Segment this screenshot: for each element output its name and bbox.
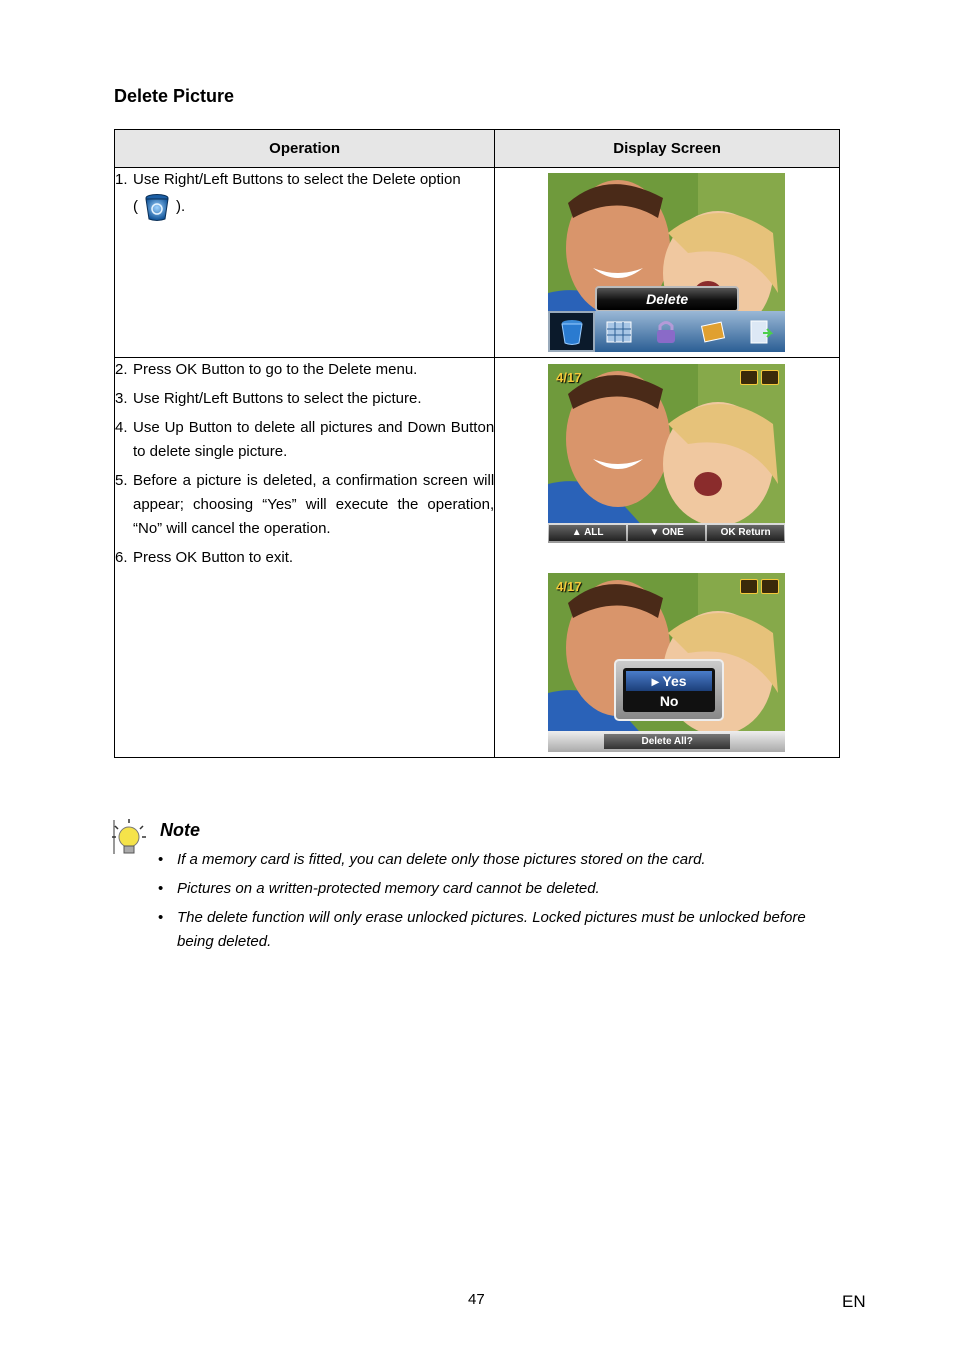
note-text: Pictures on a written-protected memory card cannot be deleted. — [177, 880, 600, 897]
playback-icon — [761, 579, 779, 594]
camera-icon — [740, 370, 758, 385]
lock-icon[interactable] — [642, 311, 689, 352]
thumbnail-grid-icon[interactable] — [595, 311, 642, 352]
bullet: • — [158, 880, 164, 897]
display-cell — [495, 168, 840, 358]
list-item — [158, 848, 842, 872]
operation-table — [114, 129, 840, 758]
step-number: 4. — [115, 419, 128, 436]
trash-bin-icon — [142, 192, 172, 222]
step-number: 1. — [115, 171, 128, 188]
step-item — [115, 469, 494, 541]
note-text: If a memory card is fitted, you can delete only those pictures stored on the card. — [177, 851, 706, 868]
language-label: EN — [842, 1292, 866, 1311]
delete-options-bar — [548, 523, 785, 543]
bullet: • — [158, 851, 164, 868]
step-number: 6. — [115, 549, 128, 566]
playback-icon — [761, 370, 779, 385]
step-item — [115, 387, 494, 411]
camera-icon — [740, 579, 758, 594]
page-number: 47 — [468, 1291, 485, 1308]
step-text: Use Up Button to delete all pictures and Down Button to delete single picture. — [133, 419, 495, 460]
header-operation: Operation — [115, 130, 495, 168]
note-text: The delete function will only erase unlocked pictures. Locked pictures must be unlocked before being deleted. — [177, 909, 806, 950]
section-title: Delete Picture — [114, 86, 235, 106]
picture-counter: 4/17 — [556, 579, 582, 594]
table-row — [115, 358, 840, 758]
step-text: Use Right/Left Buttons to select the Delete option — [133, 171, 461, 188]
operation-cell — [115, 358, 495, 758]
no-option[interactable]: No — [659, 693, 679, 709]
yes-option[interactable]: ▸ Yes — [626, 671, 712, 691]
paren-open: ( — [133, 197, 138, 215]
slideshow-icon[interactable] — [689, 311, 736, 352]
dpof-print-icon[interactable] — [736, 311, 783, 352]
lcd-screen-delete-menu — [548, 364, 785, 543]
step-number: 3. — [115, 390, 128, 407]
operation-cell — [115, 168, 495, 358]
delete-all-option[interactable]: ▲ ALL — [549, 525, 626, 541]
step-item — [115, 358, 494, 382]
step-item — [115, 168, 494, 222]
step-item — [115, 546, 494, 570]
step-text: Use Right/Left Buttons to select the picture. — [133, 390, 422, 407]
return-option[interactable]: OK Return — [707, 525, 784, 541]
confirmation-dialog — [614, 659, 724, 721]
step-text: Press OK Button to go to the Delete menu. — [133, 361, 418, 378]
step-text: Press OK Button to exit. — [133, 549, 294, 566]
confirmation-caption: Delete All? — [604, 734, 730, 749]
header-display-screen: Display Screen — [495, 130, 840, 168]
note-list — [158, 848, 842, 959]
trash-bin-icon[interactable] — [548, 311, 595, 352]
list-item — [158, 906, 842, 954]
step-number: 2. — [115, 361, 128, 378]
bullet: • — [158, 909, 164, 926]
display-cell — [495, 358, 840, 758]
table-row — [115, 168, 840, 358]
note-title: Note — [160, 820, 200, 840]
status-icons — [740, 579, 779, 594]
mode-icon-bar — [548, 311, 785, 352]
light-bulb-icon — [112, 818, 146, 856]
lcd-screen-confirmation — [548, 573, 785, 752]
status-icons — [740, 370, 779, 385]
delete-one-option[interactable]: ▼ ONE — [628, 525, 705, 541]
table-header-row — [115, 130, 840, 168]
list-item — [158, 877, 842, 901]
photo-father-daughter — [548, 364, 785, 543]
step-text: Before a picture is deleted, a confirmation screen will appear; choosing “Yes” will execute the operation, “No” will cancel the operation. — [133, 472, 495, 537]
step-number: 5. — [115, 472, 128, 489]
delete-option-label: Delete — [595, 286, 739, 312]
picture-counter: 4/17 — [556, 370, 582, 385]
paren-close: ). — [176, 197, 186, 215]
lcd-screen-delete-option — [548, 173, 785, 352]
step-item — [115, 416, 494, 464]
